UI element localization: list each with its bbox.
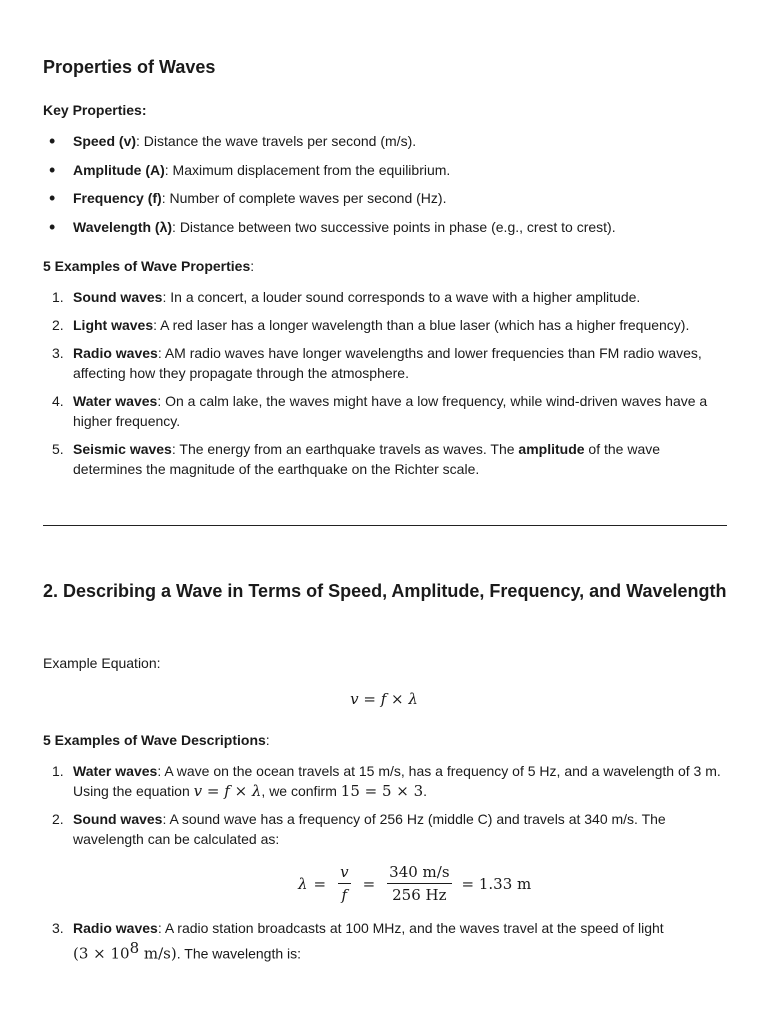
key-properties-list <box>43 130 743 244</box>
list-item: 1. Water waves: A wave on the ocean travels at 15 m/s, has a frequency of 5 Hz, and a wavelength of 3 m. Using the equation v = f × λ, we confirm 15 = 5 × 3. <box>52 763 721 800</box>
list-item: • Speed (v): Distance the wave travels per second (m/s). <box>43 130 743 159</box>
example-equation-heading: Example Equation: <box>43 655 161 671</box>
fraction-values: $\frac{340 m/s}{256 Hz}$ <box>389 863 450 904</box>
wavelength-calculation: λ = $\frac{v}{f}$ = $\frac{340 m/s}{256 Hz}$ = 1.33 m <box>298 863 532 904</box>
wave-properties-examples-list <box>43 287 733 487</box>
fraction-v-over-f: $\frac{v}{f}$ <box>340 863 349 904</box>
section-title-describing-wave: 2. Describing a Wave in Terms of Speed, Amplitude, Frequency, and Wavelength <box>43 581 727 601</box>
section-divider <box>43 525 727 526</box>
list-item: 2. Light waves: A red laser has a longer wavelength than a blue laser (which has a higher frequency). <box>52 317 690 333</box>
wave-descriptions-list-b <box>43 918 733 972</box>
wave-properties-examples-heading: 5 Examples of Wave Properties: <box>43 258 255 274</box>
key-properties-heading: Key Properties: <box>43 102 147 118</box>
wave-descriptions-examples-heading: 5 Examples of Wave Descriptions: <box>43 732 270 748</box>
list-item: 3. Radio waves: AM radio waves have longer wavelengths and lower frequencies than FM radio waves, affecting how they propagate through the atmosphere. <box>52 345 702 381</box>
list-item: 4. Water waves: On a calm lake, the waves might have a low frequency, while wind-driven waves have a higher frequency. <box>52 393 708 429</box>
list-item: 1. Sound waves: In a concert, a louder sound corresponds to a wave with a higher amplitude. <box>52 289 641 305</box>
wave-equation: v = f × λ <box>350 690 418 708</box>
list-item: 2. Sound waves: A sound wave has a frequency of 256 Hz (middle C) and travels at 340 m/s. The wavelength can be calculated as: <box>52 811 666 847</box>
list-item: 5. Seismic waves: The energy from an earthquake travels as waves. The amplitude of the wave determines the magnitude of the earthquake on the Richter scale. <box>52 441 661 477</box>
wave-descriptions-list-a <box>43 761 733 857</box>
list-item: • Wavelength (λ): Distance between two successive points in phase (e.g., crest to crest). <box>43 216 743 245</box>
list-item: • Amplitude (A): Maximum displacement from the equilibrium. <box>43 159 743 188</box>
section-title-properties: Properties of Waves <box>43 57 216 77</box>
list-item: 3. Radio waves: A radio station broadcasts at 100 MHz, and the waves travel at the speed of light ($3 \times 10^8$ m/s). The wavelength is: <box>52 920 664 963</box>
list-item: • Frequency (f): Number of complete waves per second (Hz). <box>43 187 743 216</box>
